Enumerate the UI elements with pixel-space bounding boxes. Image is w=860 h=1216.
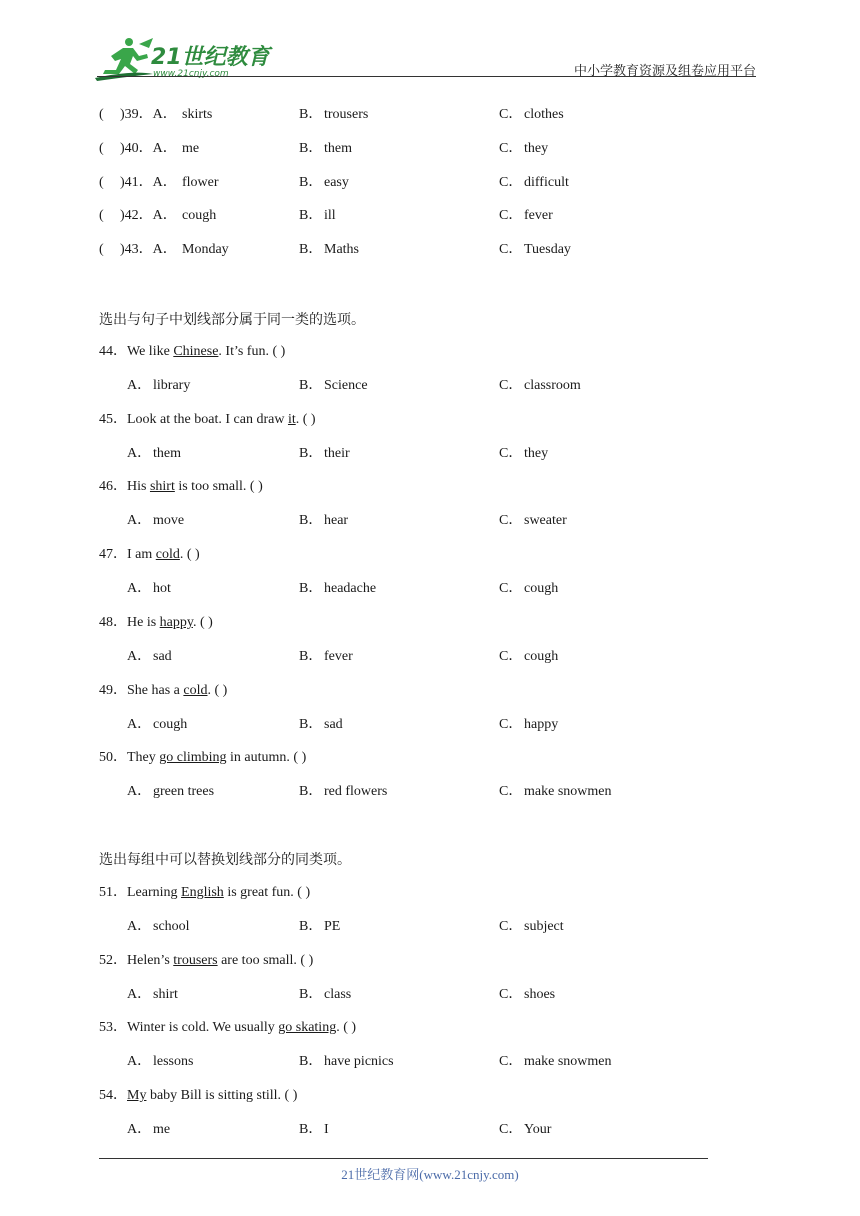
option-a-label: A． — [127, 784, 152, 800]
underlined-word: cold — [155, 547, 180, 563]
option-b-label: B． — [299, 107, 323, 122]
option-c-label: C． — [499, 1122, 523, 1138]
options-row — [0, 782, 860, 802]
stem-text-end[interactable]: . ( ) — [179, 547, 200, 563]
option-c-text[interactable]: Tuesday — [524, 242, 571, 258]
stem-text: 52．Helen’s — [99, 952, 174, 968]
option-a-text[interactable]: green trees — [153, 784, 215, 800]
option-a-text[interactable]: library — [153, 378, 191, 393]
stem-text: 47．I am — [99, 547, 156, 563]
question-row — [0, 139, 860, 159]
option-c-text[interactable]: they — [524, 445, 549, 461]
options-row — [0, 376, 860, 396]
option-b-text[interactable]: Science — [324, 378, 368, 393]
underlined-word: Chinese — [173, 344, 219, 359]
option-a-text[interactable]: sad — [153, 648, 172, 664]
option-a-text[interactable]: move — [153, 513, 185, 529]
option-b-text[interactable]: sad — [324, 716, 343, 732]
option-c-text[interactable]: clothes — [524, 107, 564, 122]
option-b-label: B． — [299, 445, 323, 461]
option-c-label: C． — [499, 648, 523, 664]
option-c-label: C． — [499, 581, 523, 597]
stem-text-end[interactable]: . ( ) — [192, 614, 213, 630]
stem-text-end[interactable]: is great fun. ( ) — [223, 885, 311, 900]
option-b-text[interactable]: their — [324, 445, 350, 461]
header-platform-text: 中小学教育资源及组卷应用平台 — [573, 63, 756, 78]
question-number: )41．A． — [120, 174, 177, 190]
options-row — [0, 1120, 860, 1140]
options-row — [0, 715, 860, 735]
stem-text: 54． — [99, 1088, 127, 1104]
option-c-text[interactable]: they — [524, 140, 549, 156]
option-a-text[interactable]: hot — [153, 581, 171, 597]
stem-text: 45．Look at the boat. I can draw — [99, 411, 288, 427]
option-c-text[interactable]: make snowmen — [524, 784, 612, 800]
underlined-word: shirt — [149, 479, 175, 495]
option-a-text[interactable]: lessons — [153, 1054, 194, 1070]
question-number: )39．A． — [120, 107, 177, 122]
options-row — [0, 444, 860, 464]
option-a-text[interactable]: cough — [153, 716, 188, 732]
option-b-text[interactable]: PE — [324, 919, 341, 934]
option-b-label: B． — [299, 716, 323, 732]
answer-paren[interactable]: ( — [99, 140, 104, 156]
options-row — [0, 511, 860, 531]
footer-link[interactable]: 21世纪教育网(www.21cnjy.com) — [341, 1167, 519, 1182]
option-c-text[interactable]: cough — [524, 648, 559, 664]
option-b-text[interactable]: Maths — [324, 242, 359, 258]
underlined-word: My — [127, 1088, 147, 1104]
question-stem — [99, 1086, 297, 1106]
option-a-text[interactable]: me — [153, 1122, 171, 1138]
option-c-text[interactable]: Your — [524, 1122, 552, 1138]
option-c-label: C． — [499, 208, 523, 224]
option-b-text[interactable]: hear — [324, 513, 349, 529]
option-a-label: A． — [127, 986, 152, 1002]
option-c-text[interactable]: happy — [524, 716, 559, 732]
question-stem — [99, 883, 310, 903]
stem-text-end[interactable]: are too small. ( ) — [217, 952, 314, 968]
question-stem — [99, 410, 316, 430]
option-a-label: A． — [127, 1122, 152, 1138]
option-a-label: A． — [127, 581, 152, 597]
question-number: )42．A． — [120, 208, 177, 224]
option-b-text[interactable]: headache — [324, 581, 377, 597]
option-b-label: B． — [299, 1122, 323, 1138]
question-stem — [99, 545, 200, 565]
option-c-text[interactable]: fever — [524, 208, 553, 224]
question-row — [0, 173, 860, 193]
option-a-text[interactable]: Monday — [182, 242, 229, 258]
options-row — [0, 579, 860, 599]
option-b-label: B． — [299, 919, 323, 934]
option-b-text[interactable]: them — [324, 140, 352, 156]
option-c-label: C． — [499, 445, 523, 461]
stem-text-end[interactable]: . It’s fun. ( ) — [218, 344, 286, 359]
stem-text-end[interactable]: . ( ) — [295, 411, 316, 427]
underlined-word: English — [181, 885, 224, 900]
option-b-text[interactable]: easy — [324, 174, 349, 190]
option-b-label: B． — [299, 1054, 323, 1070]
question-row — [0, 240, 860, 260]
answer-paren[interactable]: ( — [99, 174, 104, 190]
option-a-label: A． — [127, 1054, 152, 1070]
logo-title: 21世纪教育 — [151, 45, 270, 70]
option-b-label: B． — [299, 784, 323, 800]
question-row — [0, 105, 860, 125]
stem-text: 49．She has a — [99, 682, 184, 698]
stem-text-end[interactable]: baby Bill is sitting still. ( ) — [146, 1088, 298, 1104]
question-row — [0, 206, 860, 226]
option-a-text[interactable]: them — [153, 445, 181, 461]
option-c-label: C． — [499, 140, 523, 156]
option-b-text[interactable]: class — [324, 986, 352, 1002]
option-a-text[interactable]: me — [182, 140, 200, 156]
option-b-label: B． — [299, 513, 323, 529]
question-stem — [99, 1018, 356, 1038]
option-a-label: A． — [127, 648, 152, 664]
stem-text: 50．They — [99, 750, 160, 766]
answer-paren[interactable]: ( — [99, 242, 104, 258]
stem-text-end[interactable]: is too small. ( ) — [174, 479, 263, 495]
option-b-label: B． — [299, 140, 323, 156]
option-c-label: C． — [499, 784, 523, 800]
option-a-text[interactable]: school — [153, 919, 190, 934]
option-c-text[interactable]: make snowmen — [524, 1054, 612, 1070]
option-b-label: B． — [299, 208, 323, 224]
stem-text-end[interactable]: in autumn. ( ) — [226, 750, 307, 766]
option-c-text[interactable]: classroom — [524, 378, 581, 393]
option-b-label: B． — [299, 648, 323, 664]
section2-instruction: 选出与句子中划线部分属于同一类的选项。 — [99, 313, 365, 328]
option-a-text[interactable]: cough — [182, 208, 217, 224]
option-a-text[interactable]: shirt — [153, 986, 178, 1002]
option-c-label: C． — [499, 107, 523, 122]
option-c-text[interactable]: cough — [524, 581, 559, 597]
underlined-word: cold — [183, 682, 208, 698]
option-c-label: C． — [499, 242, 523, 258]
underlined-word: it — [287, 411, 296, 427]
underlined-word: trousers — [173, 952, 218, 968]
question-number: )40．A． — [120, 140, 177, 156]
stem-text: 48．He is — [99, 614, 160, 630]
option-b-label: B． — [299, 581, 323, 597]
question-stem — [99, 748, 306, 768]
option-c-label: C． — [499, 986, 523, 1002]
option-a-label: A． — [127, 378, 152, 393]
stem-text: 44．We like — [99, 344, 174, 359]
stem-text-end[interactable]: . ( ) — [336, 1020, 357, 1036]
option-a-text[interactable]: skirts — [182, 107, 213, 122]
option-b-text[interactable]: red flowers — [324, 784, 388, 800]
option-b-text[interactable]: ill — [324, 208, 336, 224]
option-c-text[interactable]: sweater — [524, 513, 567, 529]
option-a-label: A． — [127, 445, 152, 461]
underlined-word: go skating — [278, 1020, 337, 1036]
option-b-label: B． — [299, 174, 323, 190]
option-b-label: B． — [299, 986, 323, 1002]
option-b-text[interactable]: trousers — [324, 107, 369, 122]
stem-text-end[interactable]: . ( ) — [207, 682, 228, 698]
options-row — [0, 1052, 860, 1072]
option-a-label: A． — [127, 513, 152, 529]
question-stem — [99, 613, 213, 633]
options-row — [0, 985, 860, 1005]
question-number: )43．A． — [120, 242, 177, 258]
option-a-label: A． — [127, 716, 152, 732]
option-b-label: B． — [299, 242, 323, 258]
option-c-text[interactable]: subject — [524, 919, 564, 934]
option-a-text[interactable]: flower — [182, 174, 219, 190]
footer-divider — [99, 1158, 708, 1159]
question-stem — [99, 477, 263, 497]
option-c-text[interactable]: shoes — [524, 986, 556, 1002]
option-c-text[interactable]: difficult — [524, 174, 569, 190]
question-stem — [99, 681, 227, 701]
runner-icon — [95, 38, 153, 81]
option-c-label: C． — [499, 513, 523, 529]
options-row — [0, 917, 860, 937]
options-row — [0, 647, 860, 667]
stem-text: 51．Learning — [99, 885, 182, 900]
option-b-text[interactable]: I — [324, 1122, 329, 1138]
option-a-label: A． — [127, 919, 152, 934]
answer-paren[interactable]: ( — [99, 107, 104, 122]
header-divider — [97, 76, 756, 77]
logo-url: www.21cnjy.com — [153, 69, 229, 79]
option-b-text[interactable]: have picnics — [324, 1054, 394, 1070]
option-c-label: C． — [499, 1054, 523, 1070]
section3-instruction: 选出每组中可以替换划线部分的同类项。 — [99, 853, 351, 868]
option-b-text[interactable]: fever — [324, 648, 353, 664]
answer-paren[interactable]: ( — [99, 208, 104, 224]
stem-text: 46．His — [99, 479, 150, 495]
question-stem — [99, 951, 313, 971]
site-logo — [93, 34, 273, 82]
underlined-word: go climbing — [159, 750, 227, 766]
option-c-label: C． — [499, 174, 523, 190]
underlined-word: happy — [159, 614, 193, 630]
option-c-label: C． — [499, 378, 523, 393]
option-c-label: C． — [499, 919, 523, 934]
option-c-label: C． — [499, 716, 523, 732]
option-b-label: B． — [299, 378, 323, 393]
question-stem — [99, 342, 285, 362]
stem-text: 53．Winter is cold. We usually — [99, 1020, 279, 1036]
